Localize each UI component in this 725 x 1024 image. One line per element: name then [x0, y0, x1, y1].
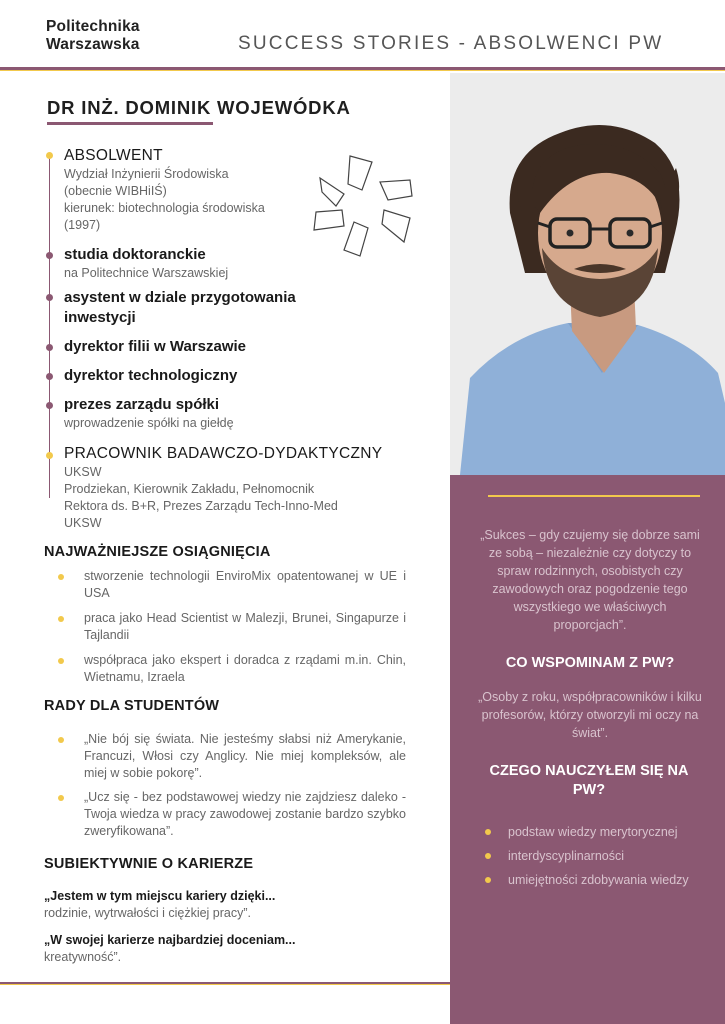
- learned-heading: CZEGO NAUCZYŁEM SIĘ NA PW?: [489, 763, 689, 798]
- timeline-line: [49, 158, 50, 498]
- person-name: DR INŻ. DOMINIK WOJEWÓDKA: [47, 97, 351, 118]
- timeline-dot: [46, 294, 53, 301]
- series-title: SUCCESS STORIES - ABSOLWENCI PW: [238, 33, 664, 54]
- advice-list: [58, 731, 406, 847]
- learned-item: umiejętności zdobywania wiedzy: [482, 871, 707, 889]
- timeline-dot: [46, 402, 53, 409]
- advice-item: „Ucz się - bez podstawowej wiedzy nie zajdziesz daleko - Twoja wiedza w pracy zawodowej zostanie bardzo szybko zweryfikowana”.: [58, 789, 406, 840]
- timeline-sub: UKSW Prodziekan, Kierownik Zakładu, Pełnomocnik Rektora ds. B+R, Prezes Zarządu Tech-Inno-Med UKSW: [64, 465, 338, 530]
- timeline-sub: Wydział Inżynierii Środowiska (obecnie WIBHiIŚ) kierunek: biotechnologia środowiska (1997): [64, 167, 265, 232]
- achievement-item: praca jako Head Scientist w Malezji, Brunei, Singapurze i Tajlandii: [58, 610, 406, 644]
- name-underline: [47, 122, 213, 125]
- timeline-title-phd: studia doktoranckie: [64, 246, 206, 263]
- timeline-title-researcher: PRACOWNIK BADAWCZO-DYDAKTYCZNY: [64, 445, 383, 462]
- timeline-dot: [46, 373, 53, 380]
- subjective-answer-2: „W swojej karierze najbardziej doceniam... kreatywność”.: [44, 933, 296, 964]
- achievement-item: stworzenie technologii EnviroMix opatentowanej w UE i USA: [58, 568, 406, 602]
- subjective-heading: SUBIEKTYWNIE O KARIERZE: [44, 856, 254, 872]
- achievement-item: współpraca jako ekspert i doradca z rządami m.in. Chin, Wietnamu, Izraela: [58, 652, 406, 686]
- achievements-heading: NAJWAŻNIEJSZE OSIĄGNIĘCIA: [44, 544, 271, 560]
- logo-line-1: Politechnika: [46, 18, 140, 35]
- success-quote: „Sukces – gdy czujemy się dobrze sami ze sobą – niezależnie czy dotyczy to spraw rodzinnych, osobistych czy zawodowych oraz pogodzenie tego wszystkiego we właściwych proporcjach”.: [480, 528, 700, 632]
- achievements-list: [58, 568, 406, 694]
- learned-list: [482, 823, 707, 895]
- portrait-illustration: [450, 73, 725, 475]
- timeline-title-tech-director: dyrektor technologiczny: [64, 367, 238, 384]
- timeline-title-assistant: asystent w dziale przygotowania inwestycji: [64, 289, 296, 326]
- timeline-dot: [46, 152, 53, 159]
- timeline-dot: [46, 252, 53, 259]
- memory-text: „Osoby z roku, współpracowników i kilku profesorów, którzy otworzyli mi oczy na świat”.: [478, 690, 702, 740]
- timeline-dot: [46, 344, 53, 351]
- header-divider-accent: [0, 70, 725, 71]
- portrait-photo: [450, 73, 725, 475]
- advice-heading: RADY DLA STUDENTÓW: [44, 698, 220, 714]
- timeline-sub: na Politechnice Warszawskiej: [64, 266, 229, 280]
- timeline-title-branch-director: dyrektor filii w Warszawie: [64, 338, 246, 355]
- pw-emblem-icon: [310, 152, 420, 262]
- timeline-sub: wprowadzenie spółki na giełdę: [64, 416, 234, 430]
- logo-line-2: Warszawska: [46, 36, 140, 53]
- timeline-title-graduate: ABSOLWENT: [64, 147, 163, 164]
- footer-divider-accent: [0, 984, 450, 985]
- subjective-answer-1: „Jestem w tym miejscu kariery dzięki... rodzinie, wytrwałości i ciężkiej pracy”.: [44, 889, 276, 920]
- sidebar-accent-bar: [488, 495, 700, 497]
- university-logo: [46, 18, 140, 54]
- advice-item: „Nie bój się świata. Nie jesteśmy słabsi niż Amerykanie, Francuzi, Włosi czy Anglicy. Nie miej kompleksów, ale miej w sobie pokorę”.: [58, 731, 406, 782]
- memory-heading: CO WSPOMINAM Z PW?: [505, 655, 675, 671]
- learned-item: interdyscyplinarności: [482, 847, 707, 865]
- timeline-dot: [46, 452, 53, 459]
- timeline-title-ceo: prezes zarządu spółki: [64, 396, 220, 413]
- learned-item: podstaw wiedzy merytorycznej: [482, 823, 707, 841]
